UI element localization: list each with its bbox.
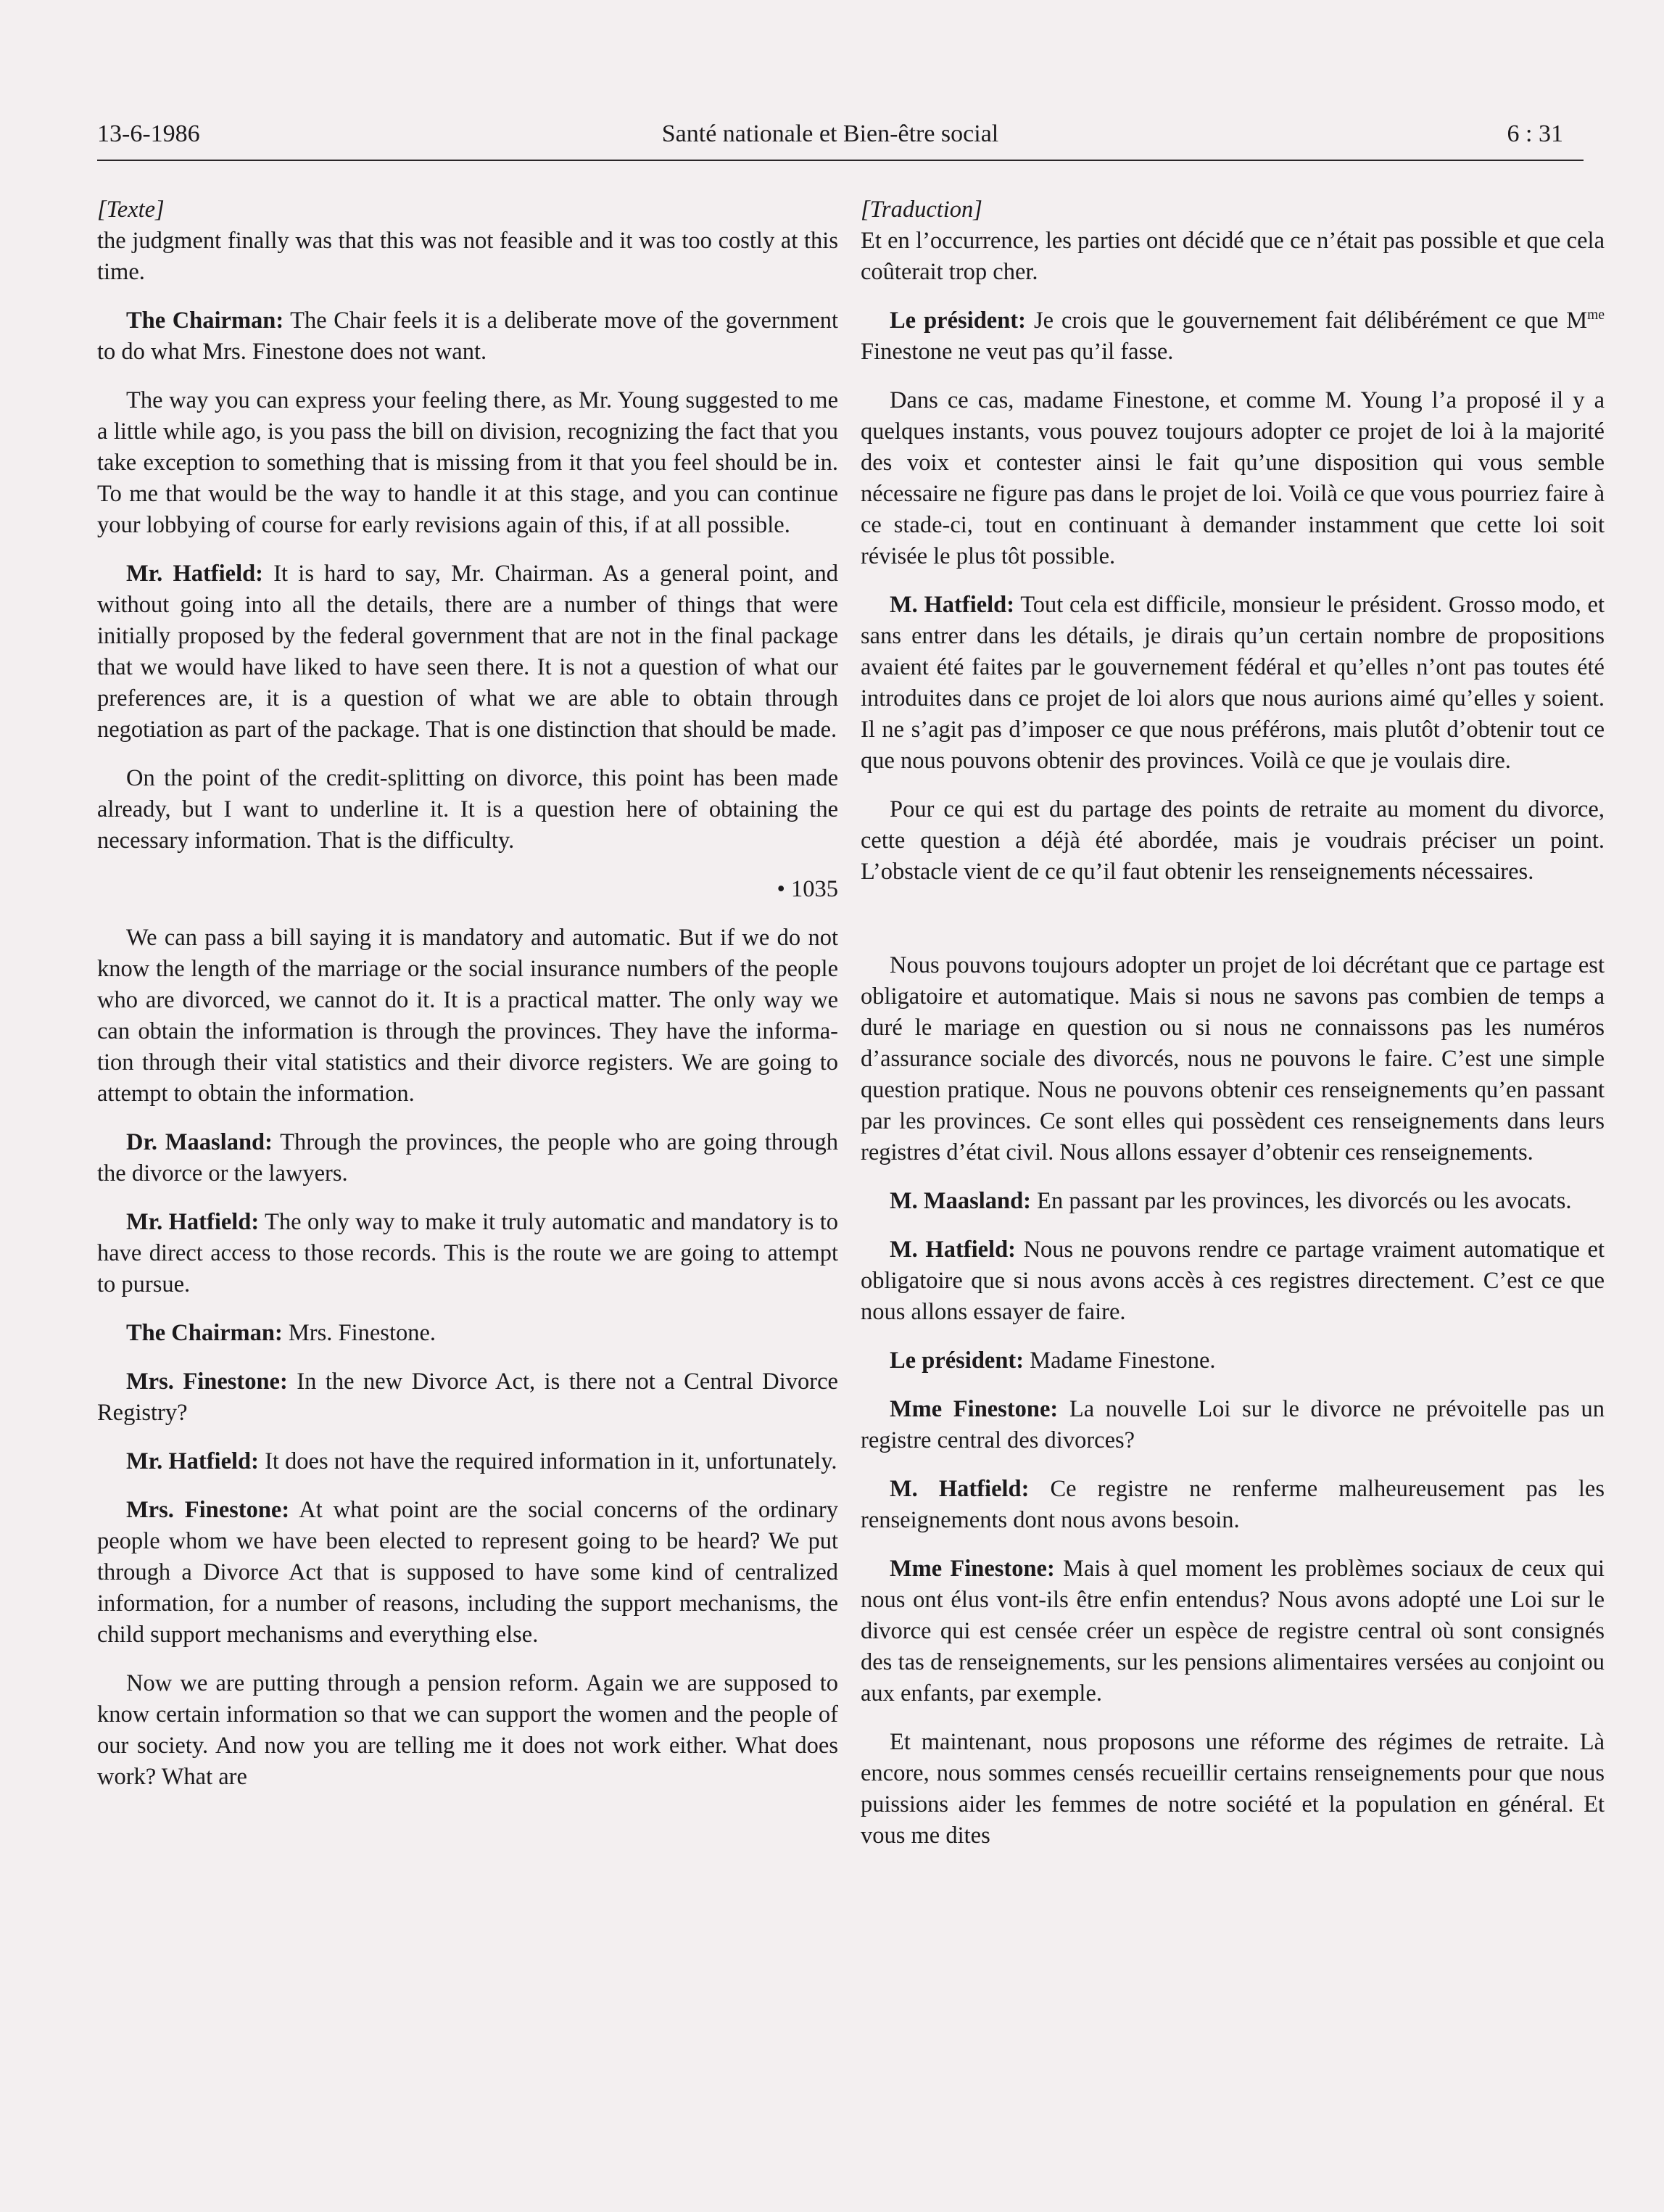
header-journal-title: Santé nationale et Bien-être social [661, 120, 999, 147]
paragraph-text: On the point of the credit-splitting on divorce, this point has been made already, but I want to underline it. It is a question here of obtaining the necessary information. That is the difficulty. [97, 765, 838, 854]
speech-paragraph [97, 1495, 838, 1651]
column-gap [861, 905, 1605, 950]
text-paragraph [97, 1668, 838, 1793]
speaker-name: Mrs. Finestone: [126, 1369, 288, 1395]
paragraph-text: Mrs. Finestone. [282, 1320, 436, 1346]
speaker-name: Le président: [890, 308, 1026, 334]
speaker-name: Mrs. Finestone: [126, 1497, 290, 1523]
text-paragraph [97, 226, 838, 288]
french-column [861, 194, 1605, 1869]
speaker-name: Mr. Hatfield: [126, 561, 264, 587]
paragraph-text-continued: Finestone ne veut pas qu’il fasse. [861, 339, 1174, 365]
speaker-name: The Chairman: [126, 1320, 283, 1346]
paragraph-text: Pour ce qui est du partage des points de retraite au moment du divorce, cette question a déjà été abordée, mais je voudrais préciser un point. L’obstacle vient de ce qu’il faut obtenir les renseignements nécessaires. [861, 796, 1605, 885]
paragraph-text: La nouvelle Loi sur le divorce ne prévoitelle pas un registre central des divorces? [861, 1396, 1605, 1453]
paragraph-text: Madame Finestone. [1024, 1348, 1216, 1374]
paragraph-text: The way you can express your feeling there, as Mr. Young suggested to me a little while ago, is you pass the bill on division, recognizing the fact that you take exception to something that is missing from it that you feel should be in. To me that would be the way to handle it at this stage, and you can continue your lobbying of course for early revisions again of this, if at all possible. [97, 387, 838, 538]
french-paragraphs [861, 226, 1605, 888]
english-paragraphs [97, 226, 838, 857]
speaker-name: Mme Finestone: [890, 1556, 1055, 1582]
column-label-traduction: [Traduction] [861, 197, 982, 223]
superscript: me [1587, 308, 1605, 323]
header-page-number: 6 : 31 [1507, 120, 1563, 147]
column-label-texte: [Texte] [97, 197, 165, 223]
paragraph-text: Et en l’occurrence, les parties ont décidé que ce n’était pas possible et que cela coûterait trop cher. [861, 228, 1605, 285]
speaker-name: The Chairman: [126, 308, 284, 334]
speech-paragraph [97, 1207, 838, 1300]
speaker-name: M. Hatfield: [890, 592, 1015, 618]
speech-paragraph [861, 305, 1605, 368]
text-paragraph [861, 794, 1605, 888]
paragraph-text: Ce registre ne renferme malheureusement pas les renseignements dont nous avons besoin. [861, 1476, 1605, 1533]
paragraph-text: It does not have the required information in it, unfortunately. [258, 1448, 837, 1474]
paragraph-text: Nous pouvons toujours adopter un projet de loi décrétant que ce partage est obligatoire et automatique. Mais si nous ne savons pas combien de temps a duré le mariage en question ou si nous ne connaissons pas les numéros d’assurance sociale des divorcés, nous ne pouvons le faire. C’est une simple question pratique. Nous ne pouvons obtenir ces renseignements qu’en passant par les provinces. Ce sont elles qui possèdent ces renseignements dans leurs registres d’état civil. Nous allons essayer d’obtenir ces renseignements. [861, 952, 1605, 1165]
speaker-name: M. Maasland: [890, 1188, 1031, 1214]
paragraph-text: Et maintenant, nous proposons une réforme des régimes de retraite. Là encore, nous sommes censés recueillir certains renseignements pour que nous puissions aider les femmes de notre société et la population en général. Et vous me dites [861, 1729, 1605, 1849]
speaker-name: M. Hatfield: [890, 1476, 1030, 1502]
paragraph-text: Mais à quel moment les problèmes sociaux de ceux qui nous ont élus vont-ils être enfin entendus? Nous avons adopté une Loi sur le divorce qui est censée créer un espèce de registre central où sont consignés des tas de renseignements, sur les pensions alimentaires versées au conjoint ou aux enfants, par exemple. [861, 1556, 1605, 1707]
speech-paragraph [97, 558, 838, 746]
speech-paragraph [97, 1127, 838, 1189]
paragraph-text: We can pass a bill saying it is mandatory and automatic. But if we do not know the length of the marriage or the social insurance numbers of the people who are divorced, we cannot do it. It is a practical matter. The only way we can obtain the information is through the provinces. They have the information through their vital statistics and their divorce registers. We are going to attempt to obtain the information. [97, 925, 838, 1107]
paragraph-text: Nous ne pouvons rendre ce partage vraiment automatique et obligatoire que si nous avons accès à ces registres directement. C’est ce que nous allons essayer de faire. [861, 1237, 1605, 1325]
speech-paragraph [97, 1446, 838, 1477]
speaker-name: Mr. Hatfield: [126, 1209, 260, 1235]
text-paragraph [861, 385, 1605, 572]
header-date: 13-6-1986 [97, 120, 200, 147]
paragraph-text: En passant par les provinces, les divorcés ou les avocats. [1031, 1188, 1572, 1214]
text-paragraph [97, 385, 838, 541]
paragraph-text: In the new Divorce Act, is there not a Central Divorce Registry? [97, 1369, 838, 1426]
speech-paragraph [861, 1234, 1605, 1328]
paragraph-text: Now we are putting through a pension reform. Again we are supposed to know certain information so that we can support the women and the people of our society. And now you are telling me it does not work either. What does work? What are [97, 1670, 838, 1790]
time-marker: • 1035 [777, 876, 838, 902]
speech-paragraph [97, 1366, 838, 1429]
paragraph-text: Tout cela est difficile, monsieur le président. Grosso modo, et sans entrer dans les détails, je dirais qu’un certain nombre de propositions avaient été faites par le gouvernement fédéral et qu’elles n’ont pas toutes été introduites dans ce projet de loi alors que nous aurions aimé qu’elles y soient. Il ne s’agit pas d’imposer ce que nous préférons, mais plutôt d’obtenir tout ce que nous pouvons obtenir des provinces. Voilà ce que je voulais dire. [861, 592, 1605, 774]
speaker-name: Le président: [890, 1348, 1025, 1374]
paragraph-text: the judgment finally was that this was not feasible and it was too costly at this time. [97, 228, 838, 285]
text-paragraph [97, 763, 838, 857]
paragraph-text: Dans ce cas, madame Finestone, et comme M. Young l’a proposé il y a quelques instants, vous pouvez toujours adopter ce projet de loi à la majorité des voix et contester ainsi le fait qu’une disposition qui vous semble nécessaire ne figure pas dans le projet de loi. Voilà ce que vous pourriez faire à ce stade-ci, tout en continuant à demander instamment que cette loi soit révisée le plus tôt possible. [861, 387, 1605, 569]
speaker-name: M. Hatfield: [890, 1237, 1016, 1263]
english-column [97, 194, 838, 1810]
header-rule [97, 160, 1584, 161]
speech-paragraph [861, 1345, 1605, 1377]
speech-paragraph [861, 590, 1605, 777]
paragraph-text: Through the provinces, the people who are going through the divorce or the lawyers. [97, 1129, 838, 1187]
speech-paragraph [97, 1318, 838, 1349]
speaker-name: Mme Finestone: [890, 1396, 1059, 1422]
speech-paragraph [861, 1394, 1605, 1456]
running-header [97, 120, 1563, 161]
english-paragraphs-continued [97, 923, 838, 1793]
speech-paragraph [861, 1186, 1605, 1217]
speaker-name: Mr. Hatfield: [126, 1448, 259, 1474]
paragraph-text: The only way to make it truly automatic and mandatory is to have direct access to those records. This is the route we are going to attempt to pursue. [97, 1209, 838, 1297]
speaker-name: Dr. Maasland: [126, 1129, 273, 1155]
paragraph-text: At what point are the social concerns of the ordinary people whom we have been elected to represent going to be heard? We put through a Divorce Act that is supposed to have some kind of centralized information, for a number of reasons, including the support mechanisms, the child support mechanisms and everything else. [97, 1497, 838, 1648]
french-paragraphs-continued [861, 950, 1605, 1852]
paragraph-text: The Chair feels it is a deliberate move of the government to do what Mrs. Finestone does not want. [97, 308, 838, 365]
text-paragraph [97, 923, 838, 1110]
speech-paragraph [861, 1474, 1605, 1536]
paragraph-text: It is hard to say, Mr. Chairman. As a general point, and without going into all the details, there are a number of things that were initially proposed by the federal government that are not in the final package that we would have liked to have seen there. It is not a question of what our preferences are, it is a question of what we are able to obtain through negotiation as part of the package. That is one distinction that should be made. [97, 561, 838, 743]
text-paragraph [861, 1727, 1605, 1852]
text-paragraph [861, 950, 1605, 1168]
speech-paragraph [861, 1553, 1605, 1709]
speech-paragraph [97, 305, 838, 368]
paragraph-text: Je crois que le gouvernement fait délibérément ce que M [1025, 308, 1588, 334]
text-paragraph [861, 226, 1605, 288]
